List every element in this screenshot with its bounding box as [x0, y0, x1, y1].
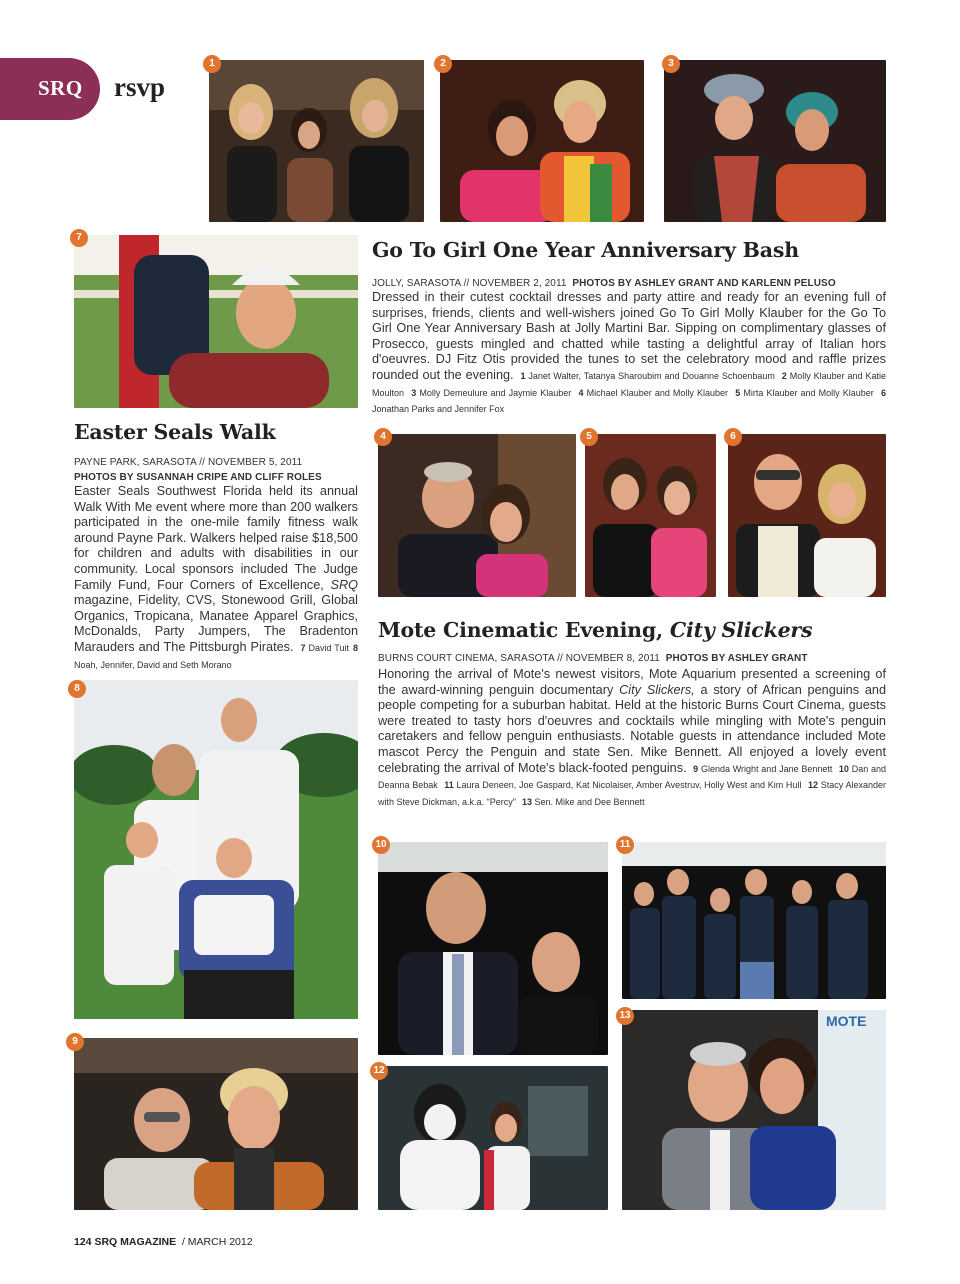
- photo-number-8: 8: [68, 680, 86, 698]
- photo-9: [74, 1038, 358, 1210]
- story3-body-a: Honoring the arrival of Mote's newest visitors, Mote Aquarium presented a screening of the award-winning penguin documentary: [378, 667, 886, 697]
- story3-title-italic: City Slickers: [669, 618, 813, 642]
- srq-brand-tab: [0, 58, 100, 120]
- story3-body-b: a story of African penguins and people competing for a suburban habitat. Held at the historic Burns Court Cinema, guests were treated to tasty hors d'oeuvres and cocktails while mingling with Mote's penguin caretakers and fellow penguin enthusiasts. Notable guests in attendance included Mote mascot Percy the Penguin and state Sen. Mike Bennett. All enjoyed a lovely event celebrating the arrival of Mote's black-footed penguins.: [378, 682, 887, 775]
- story1-caption-2: 2 Molly Klauber and Katie Moulton: [372, 370, 886, 398]
- photo-number-11: 11: [616, 836, 634, 854]
- photo-number-5: 5: [580, 428, 598, 446]
- photo-13: [622, 1010, 886, 1210]
- magazine-name: SRQ MAGAZINE: [94, 1236, 177, 1248]
- story3-caption-13: 13 Sen. Mike and Dee Bennett: [521, 796, 645, 807]
- story3-caption-12: 12 Stacy Alexander with Steve Dickman, a.k.a. "Percy": [378, 780, 886, 807]
- svg-text:MOTE: MOTE: [826, 1013, 867, 1029]
- photo-number-9: 9: [66, 1033, 84, 1051]
- story1-body: [372, 290, 886, 418]
- photo-number-1: 1: [203, 55, 221, 73]
- story1-caption-3: 3 Molly Demeulure and Jaymie Klauber: [411, 387, 572, 398]
- story3-body-italic: City Slickers,: [619, 682, 695, 697]
- photo-number-6: 6: [724, 428, 742, 446]
- photo-1: [209, 60, 424, 222]
- story3-title-main: Mote Cinematic Evening,: [378, 618, 663, 642]
- story3-title: [378, 618, 812, 642]
- story2-caption-7: 7 David Tuit: [300, 642, 349, 653]
- photo-10: [378, 842, 608, 1055]
- story1-location: JOLLY, SARASOTA: [372, 278, 461, 289]
- photo-number-4: 4: [374, 428, 392, 446]
- photo-2: [440, 60, 644, 222]
- story1-body-text: Dressed in their cutest cocktail dresses and party attire and ready for an evening full of surprises, friends, clients and well-wishers joined Go To Girl Molly Klauber for the Go To Girl One Year Anniversary Bash at Jolly Martini Bar. Sipping on complimentary glasses of Prosecco, guests mingled and chatted while tasting a delightful array of Italian hors d'oeuvres. DJ Fitz Otis provided the tunes to set the celebratory mood and raffle prizes rounded out the evening.: [372, 290, 886, 382]
- story1-date: NOVEMBER 2, 2011: [472, 278, 567, 289]
- story3-body: [378, 667, 886, 810]
- story2-body: [74, 484, 358, 673]
- photo-3: [664, 60, 886, 222]
- story1-separator: //: [463, 278, 470, 289]
- story3-caption-10: 10 Dan and Deanna Bebak: [378, 763, 886, 791]
- story2-caption-8: 8 Noah, Jennifer, David and Seth Morano: [74, 642, 358, 670]
- story1-caption-6: 6 Jonathan Parks and Jennifer Fox: [372, 387, 886, 415]
- story2-credit-line: [74, 472, 322, 483]
- story2-body-b: magazine, Fidelity, CVS, Stonewood Grill, Global Organics, Tropicana, Manatee Apparel Graphics, McDonalds, Party Jumpers, The Bradenton Marauders and The Pittsburgh Pirates.: [74, 593, 358, 654]
- photo-8: [74, 680, 358, 1019]
- brand-name: SRQ: [38, 76, 83, 100]
- story2-title: Easter Seals Walk: [74, 420, 276, 444]
- photo-5: [585, 434, 716, 597]
- story3-meta: [378, 653, 808, 664]
- story2-meta: [74, 457, 302, 468]
- issue-date: / MARCH 2012: [181, 1236, 253, 1248]
- story1-title: Go To Girl One Year Anniversary Bash: [372, 238, 799, 262]
- photo-number-13: 13: [616, 1007, 634, 1025]
- story1-meta: [372, 278, 836, 289]
- photo-6: [728, 434, 886, 597]
- photo-4: [378, 434, 576, 597]
- story3-separator: //: [557, 653, 563, 664]
- photo-7: [74, 235, 358, 408]
- photo-number-3: 3: [662, 55, 680, 73]
- story2-credit: PHOTOS BY SUSANNAH CRIPE AND CLIFF ROLES: [74, 472, 322, 483]
- story2-body-a: Easter Seals Southwest Florida held its annual Walk With Me event where more than 200 walkers participated in the one-mile family fitness walk around Payne Park. Walkers helped raise $18,500 for children and adults with disabilities in our community. Local sponsors included The Judge Family Fund, Four Corners of Excellence,: [74, 484, 358, 592]
- story1-caption-4: 4 Michael Klauber and Molly Klauber: [578, 387, 729, 398]
- photo-number-7: 7: [70, 229, 88, 247]
- story2-body-italic: SRQ: [330, 577, 358, 592]
- section-title: rsvp: [114, 72, 166, 102]
- story3-credit: PHOTOS BY ASHLEY GRANT: [665, 653, 808, 664]
- story1-caption-5: 5 Mirta Klauber and Molly Klauber: [735, 387, 874, 398]
- photo-11: [622, 842, 886, 999]
- photo-number-10: 10: [372, 836, 390, 854]
- story1-caption-1: 1 Janet Walter, Tatanya Sharoubim and Douanne Schoenbaum: [520, 370, 775, 381]
- photo-number-2: 2: [434, 55, 452, 73]
- story3-caption-9: 9 Glenda Wright and Jane Bennett: [693, 763, 833, 774]
- story2-location: PAYNE PARK, SARASOTA: [74, 457, 197, 468]
- story2-date: NOVEMBER 5, 2011: [207, 457, 303, 468]
- story3-date: NOVEMBER 8, 2011: [565, 653, 660, 664]
- photo-number-12: 12: [370, 1062, 388, 1080]
- story3-caption-11: 11 Laura Deneen, Joe Gaspard, Kat Nicolaiser, Amber Avestruv, Holly West and Kim Hull: [444, 780, 802, 791]
- photo-12: [378, 1066, 608, 1210]
- page-footer: [74, 1236, 253, 1248]
- story1-credit: PHOTOS BY ASHLEY GRANT AND KARLENN PELUSO: [572, 278, 836, 289]
- story2-separator: //: [199, 457, 206, 468]
- page-number: 124: [74, 1236, 92, 1248]
- story3-location: BURNS COURT CINEMA, SARASOTA: [378, 653, 555, 664]
